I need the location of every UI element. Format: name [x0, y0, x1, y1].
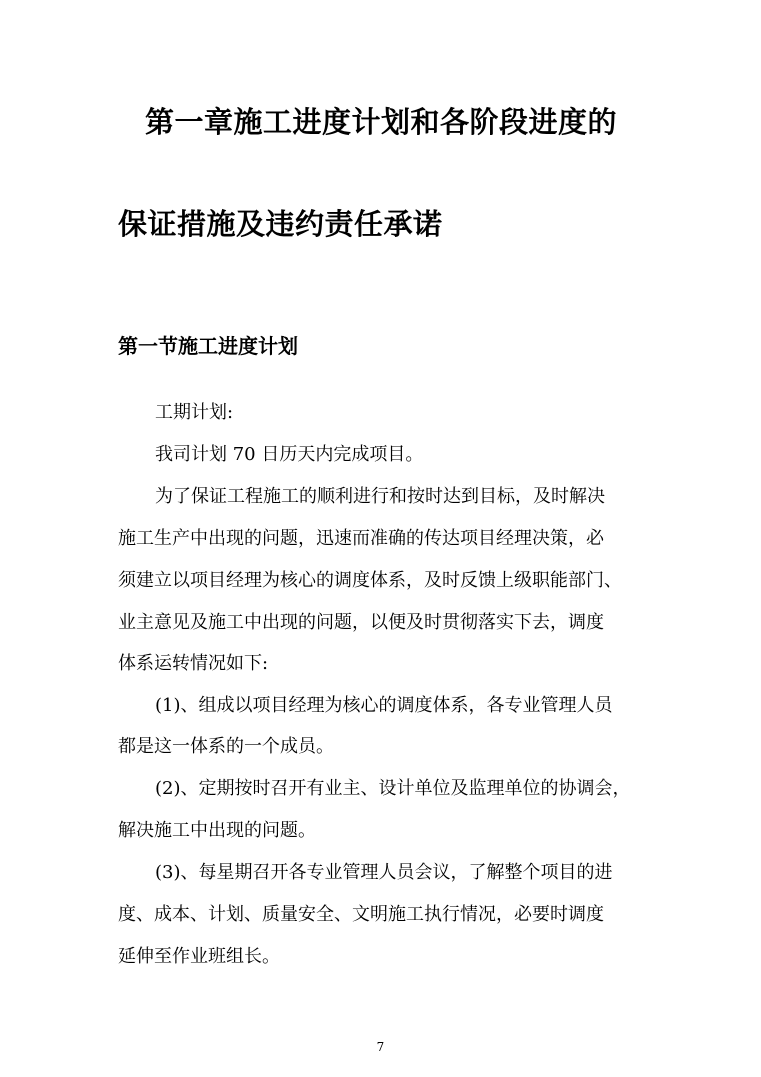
schedule-heading: 工期计划: [155, 402, 234, 423]
paragraph-line: 体系运转情况如下: [118, 653, 269, 674]
list-item-3-cont: 度、成本、计划、质量安全、文明施工执行情况，必要时调度 [118, 904, 604, 925]
paragraph-line: 为了保证工程施工的顺利进行和按时达到目标，及时解决 [155, 486, 605, 507]
page-number: 7 [376, 1040, 385, 1054]
chapter-title-line-1: 第一章施工进度计划和各阶段进度的 [145, 105, 618, 139]
list-item-2: (2)、定期按时召开有业主、设计单位及监理单位的协调会， [155, 778, 631, 799]
paragraph-line: 施工生产中出现的问题，迅速而准确的传达项目经理决策，必 [118, 528, 604, 549]
section-title: 第一节施工进度计划 [118, 334, 298, 358]
paragraph-line: 须建立以项目经理为核心的调度体系，及时反馈上级职能部门、 [118, 570, 622, 591]
list-item-3-cont: 延伸至作业班组长。 [118, 946, 280, 967]
list-item-1: (1)、组成以项目经理为核心的调度体系，各专业管理人员 [155, 695, 613, 716]
list-item-3: (3)、每星期召开各专业管理人员会议，了解整个项目的进 [155, 862, 613, 883]
list-item-2-cont: 解决施工中出现的问题。 [118, 820, 316, 841]
schedule-text: 我司计划 70 日历天内完成项目。 [155, 444, 424, 465]
list-item-1-cont: 都是这一体系的一个成员。 [118, 736, 334, 757]
paragraph-line: 业主意见及施工中出现的问题，以便及时贯彻落实下去，调度 [118, 612, 604, 633]
chapter-title-line-2: 保证措施及违约责任承诺 [118, 207, 443, 241]
